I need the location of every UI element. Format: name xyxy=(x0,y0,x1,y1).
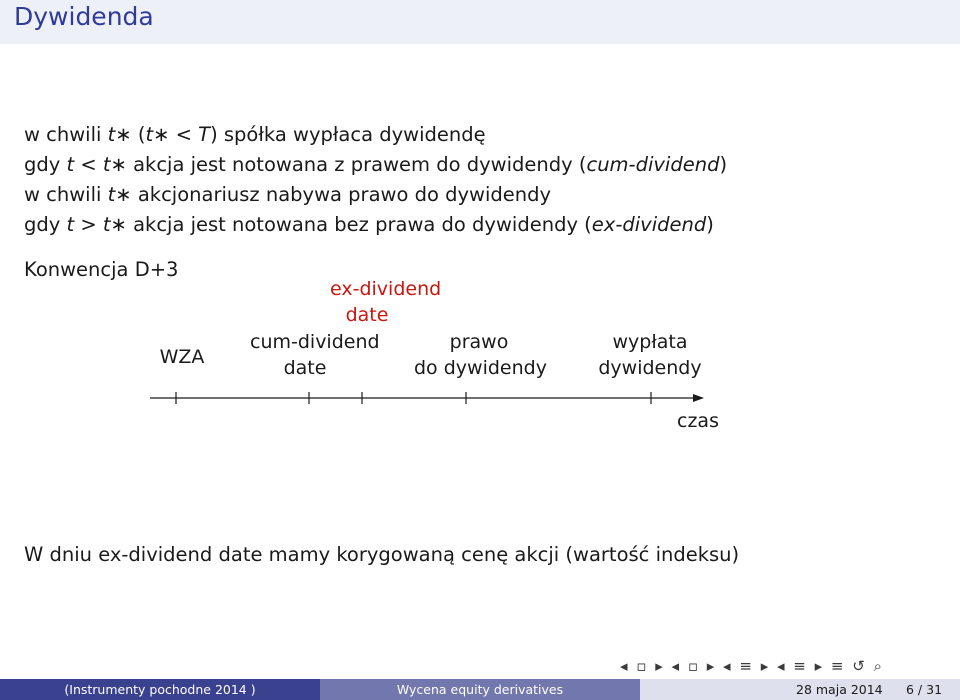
line-text: ) xyxy=(719,153,728,176)
line-text: gdy xyxy=(24,153,67,176)
convention-label: Konwencja D+3 xyxy=(24,258,179,281)
line-text: ) xyxy=(706,213,714,236)
wyplata-line1: wypłata xyxy=(612,331,688,353)
wza-label: WZA xyxy=(159,346,205,368)
line-text: gdy xyxy=(24,213,67,236)
math-text: t > t∗ xyxy=(66,213,127,236)
footer-date: 28 maja 2014 xyxy=(796,682,883,697)
cum-dividend-line2: date xyxy=(283,357,327,379)
line-text: akcja jest notowana z prawem do dywidendy ( xyxy=(126,153,587,176)
line-text: w chwili xyxy=(24,123,108,146)
prawo-line2: do dywidendy xyxy=(414,357,547,379)
prawo-line1: prawo xyxy=(449,331,509,353)
footer xyxy=(0,679,960,700)
math-text: cum-dividend xyxy=(586,153,720,176)
ex-dividend-line1: ex-dividend xyxy=(330,278,442,300)
line-text: ( xyxy=(131,123,146,146)
ex-dividend-line2: date xyxy=(345,304,389,326)
line-text: w chwili xyxy=(24,183,108,206)
footer-info xyxy=(640,679,960,700)
cum-dividend-line1: cum-dividend xyxy=(250,331,380,353)
line-text: akcjonariusz nabywa prawo do dywidendy xyxy=(131,183,552,206)
wyplata-line2: dywidendy xyxy=(598,357,702,379)
math-text: ex-dividend xyxy=(591,213,707,236)
math-text: t∗ xyxy=(107,123,132,146)
axis-label: czas xyxy=(677,410,719,432)
math-text: t < t∗ xyxy=(66,153,127,176)
line-text: akcja jest notowana bez prawa do dywidendy ( xyxy=(126,213,592,236)
footer-page: 6 / 31 xyxy=(906,682,943,697)
footer-topic: Wycena equity derivatives xyxy=(320,679,640,700)
math-text: t∗ < T xyxy=(145,123,211,146)
line-text: ) spółka wypłaca dywidendę xyxy=(210,123,486,146)
footer-course: (Instrumenty pochodne 2014 ) xyxy=(0,679,320,700)
navigation-icons[interactable]: ◂ ▫ ▸ ◂ ▫ ▸ ◂ ≡ ▸ ◂ ≡ ▸ ≡ ↺ ⌕ xyxy=(620,657,884,675)
math-text: t∗ xyxy=(107,183,132,206)
final-sentence: W dniu ex-dividend date mamy korygowaną cenę akcji (wartość indeksu) xyxy=(24,543,740,566)
axis-arrow xyxy=(693,394,704,402)
slide-title: Dywidenda xyxy=(14,2,154,31)
